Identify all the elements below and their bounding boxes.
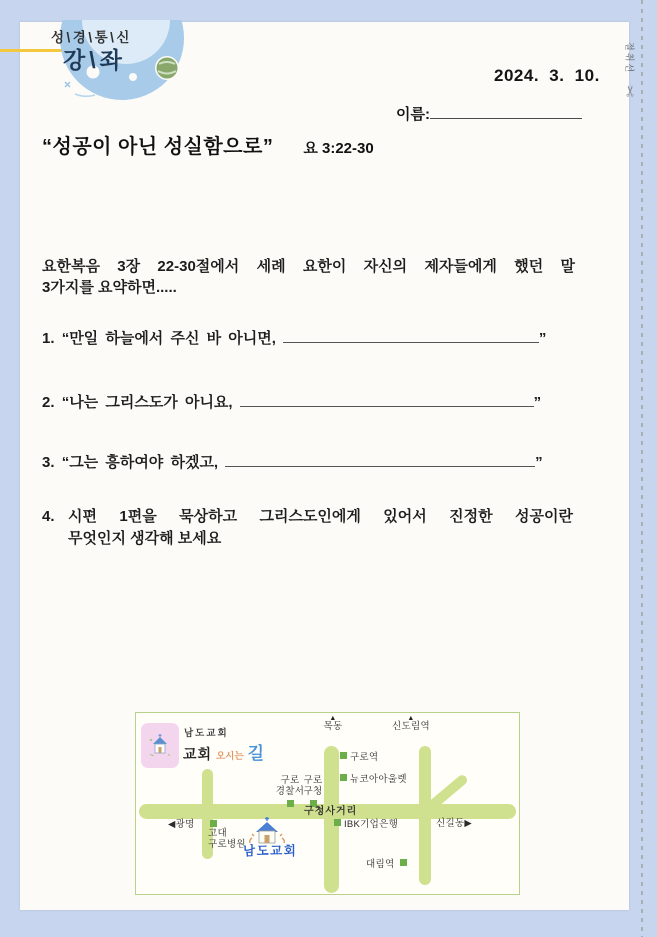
question-2-blank-line bbox=[240, 392, 534, 407]
name-field-row bbox=[396, 103, 582, 124]
map-header-badge bbox=[141, 723, 179, 768]
map-label-guro-station: 구로역 bbox=[340, 752, 378, 764]
title-row bbox=[42, 130, 374, 159]
question-3-number: 3. bbox=[42, 454, 55, 471]
map-label-ibk-bank: IBK기업은행 bbox=[334, 819, 398, 831]
church-directions-map bbox=[135, 712, 520, 895]
intro-line1: 요한복음 3장 22-30절에서 세례 요한이 자신의 제자들에게 했던 말 bbox=[42, 258, 575, 275]
cut-line-note bbox=[620, 42, 640, 100]
cut-line-label: 절취선 bbox=[624, 42, 635, 75]
place-marker-icon bbox=[210, 820, 217, 827]
road-vertical-right bbox=[419, 746, 431, 885]
question-3 bbox=[42, 451, 543, 472]
map-label-namdo-church: 남도교회 bbox=[243, 844, 298, 858]
up-arrow-icon: ▲ bbox=[329, 715, 337, 722]
map-label-daerim: 대림역 bbox=[366, 859, 407, 871]
station-marker-icon bbox=[340, 752, 347, 759]
place-marker-icon bbox=[287, 800, 294, 807]
map-label-gwangmyeong: ◀광명 bbox=[168, 819, 195, 830]
document-date: 2024. 3. 10. bbox=[494, 66, 600, 85]
map-label-guro-office: 구로 구청 bbox=[303, 775, 323, 797]
map-label-singil: 신길동▶ bbox=[436, 818, 473, 829]
intro-line2: 3가지를 요약하면..... bbox=[42, 279, 177, 296]
question-2-close-quote: ” bbox=[533, 394, 542, 411]
name-label: 이름: bbox=[396, 106, 430, 123]
question-4-number: 4. bbox=[42, 508, 55, 525]
map-title-church: 교회 bbox=[183, 746, 213, 762]
place-marker-icon bbox=[334, 819, 341, 826]
place-marker-icon bbox=[340, 774, 347, 781]
question-2-text: “나는 그리스도가 아니요, bbox=[61, 394, 233, 411]
scripture-reference: 요 3:22-30 bbox=[303, 140, 374, 157]
church-doodle-icon bbox=[148, 733, 172, 759]
perforation-dashed-line bbox=[641, 0, 643, 937]
page-title: “성공이 아닌 성실함으로” bbox=[42, 136, 274, 158]
map-label-guro-police: 구로 경찰서 bbox=[275, 775, 305, 797]
map-label-mokdong: ▲ 목동 bbox=[319, 715, 347, 733]
question-1-text: “만일 하늘에서 주신 바 아니면, bbox=[61, 330, 276, 347]
map-title-way: 길 bbox=[247, 744, 265, 763]
name-blank-line bbox=[430, 103, 582, 119]
map-label-newcore-outlet: 뉴코아아울렛 bbox=[340, 774, 407, 786]
question-1 bbox=[42, 327, 546, 348]
question-2 bbox=[42, 391, 541, 412]
question-1-blank-line bbox=[283, 328, 539, 343]
map-label-intersection: 구청사거리 bbox=[304, 806, 358, 817]
scissors-icon: ✂ bbox=[621, 84, 639, 98]
question-4-text bbox=[68, 506, 573, 550]
logo-text-line1: 성\경\통\신 bbox=[51, 30, 132, 45]
map-title-visiting: 오시는 bbox=[216, 751, 244, 762]
map-label-hospital: 고대 구로병원 bbox=[208, 828, 246, 850]
question-4-line2: 무엇인지 생각해 보세요 bbox=[68, 530, 222, 547]
map-label-sindorim: ▲ 신도림역 bbox=[389, 715, 433, 733]
course-logo bbox=[45, 20, 197, 108]
station-marker-icon bbox=[400, 859, 407, 866]
question-3-close-quote: ” bbox=[535, 454, 543, 471]
intro-paragraph bbox=[42, 256, 575, 298]
map-church-name-small: 남도교회 bbox=[184, 728, 229, 739]
map-title bbox=[183, 739, 264, 764]
question-4 bbox=[42, 506, 577, 550]
question-2-number: 2. bbox=[42, 394, 55, 411]
question-3-blank-line bbox=[225, 452, 535, 467]
question-1-close-quote: ” bbox=[538, 330, 547, 347]
question-3-text: “그는 흥하여야 하겠고, bbox=[61, 454, 219, 471]
question-1-number: 1. bbox=[42, 330, 55, 347]
logo-text-line2: 강\좌 bbox=[63, 47, 126, 73]
up-arrow-icon: ▲ bbox=[407, 715, 415, 722]
question-4-line1: 시편 1편을 묵상하고 그리스도인에게 있어서 진정한 성공이란 bbox=[68, 508, 573, 525]
